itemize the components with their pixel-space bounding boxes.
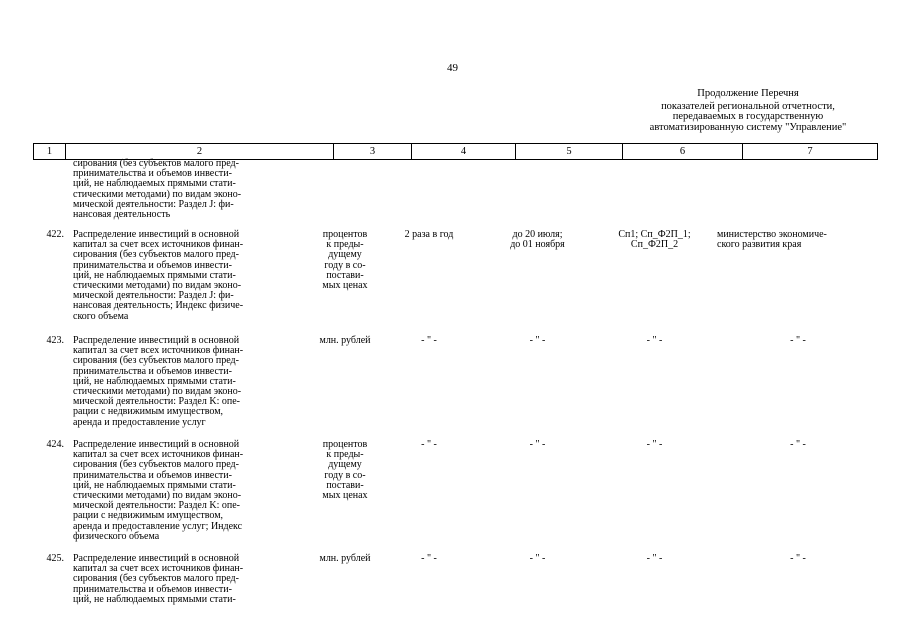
indicator-rows bbox=[33, 159, 877, 614]
unit-of-measure: млн. рублей bbox=[319, 335, 371, 346]
deadline: - " - bbox=[529, 553, 546, 564]
column-header-2: 2 bbox=[66, 144, 334, 160]
deadline: до 20 июля; до 01 ноября bbox=[510, 229, 565, 251]
continuation-heading bbox=[608, 89, 888, 133]
indicator-name: Распределение инвестиций в основной капитал за счет всех источников финан- сирования (без субъектов малого пред- принимательства и объемов инвести- ций, не наблюдаемых прямыми стати- стическими методами) по видам эконо- мической деятельности: Раздел J: фи- нансовая деятельность; Индекс физиче- ского объема bbox=[73, 229, 244, 322]
frequency: - " - bbox=[421, 335, 437, 346]
unit-of-measure: процентов к преды- дущему году в со- постави- мых ценах bbox=[322, 229, 368, 292]
indicator-name: Распределение инвестиций в основной капитал за счет всех источников финан- сирования (без субъектов малого пред- принимательства и объемов инвести- ций, не наблюдаемых прямыми стати- стическими методами) по видам эконо- мической деятельности: Раздел K: опе- рации с недвижимым имуществом, аренда и предоставление услуг bbox=[73, 335, 244, 428]
responsible-body: - " - bbox=[790, 335, 806, 346]
frequency: - " - bbox=[421, 439, 437, 450]
column-header-1: 1 bbox=[34, 144, 66, 160]
frequency: 2 раза в год bbox=[404, 229, 454, 240]
column-header-5: 5 bbox=[516, 144, 623, 160]
responsible-body: - " - bbox=[790, 553, 806, 564]
column-header-6: 6 bbox=[623, 144, 743, 160]
table-row bbox=[33, 554, 877, 614]
frequency: - " - bbox=[421, 553, 437, 564]
form-code: - " - bbox=[646, 335, 663, 346]
table-row bbox=[33, 336, 877, 440]
responsible-body: министерство экономиче- ского развития края bbox=[717, 229, 827, 251]
column-header-7: 7 bbox=[743, 144, 878, 160]
form-code: - " - bbox=[646, 439, 663, 450]
indicator-name: Распределение инвестиций в основной капитал за счет всех источников финан- сирования (без субъектов малого пред- принимательства и объемов инвести- ций, не наблюдаемых прямыми стати- стическими методами) по видам эконо- мической деятельности: Раздел K: опе- рации с недвижимым имуществом, аренда и предоставление услуг; Индекс физического объема bbox=[73, 439, 244, 542]
page-number: 49 bbox=[447, 62, 458, 74]
row-number: 422. bbox=[46, 229, 64, 240]
form-code: - " - bbox=[646, 553, 663, 564]
indicator-name: Распределение инвестиций в основной капитал за счет всех источников финан- сирования (без субъектов малого пред- принимательства и объемов инвести- ций, не наблюдаемых прямыми стати- bbox=[73, 553, 244, 605]
unit-of-measure: млн. рублей bbox=[319, 553, 371, 564]
row-number: 425. bbox=[46, 553, 64, 564]
continuation-subtitle: показателей региональной отчетности, передаваемых в государственную автоматизированную систему "Управление" bbox=[649, 100, 847, 133]
table-row bbox=[33, 159, 877, 230]
indicator-name: сирования (без субъектов малого пред- принимательства и объемов инвести- ций, не наблюдаемых прямыми стати- стическими методами) по видам эконо- мической деятельности: Раздел J: фи- нансовая деятельность bbox=[73, 158, 242, 221]
deadline: - " - bbox=[529, 335, 546, 346]
row-number: 423. bbox=[46, 335, 64, 346]
continuation-title: Продолжение Перечня bbox=[697, 88, 799, 99]
responsible-body: - " - bbox=[790, 439, 806, 450]
table-row bbox=[33, 230, 877, 336]
row-number: 424. bbox=[46, 439, 64, 450]
form-code: Сп1; Сп_Ф2П_1; Сп_Ф2П_2 bbox=[618, 229, 691, 251]
column-header-4: 4 bbox=[412, 144, 516, 160]
column-header-3: 3 bbox=[334, 144, 412, 160]
deadline: - " - bbox=[529, 439, 546, 450]
unit-of-measure: процентов к преды- дущему году в со- постави- мых ценах bbox=[322, 439, 368, 502]
table-row bbox=[33, 440, 877, 554]
